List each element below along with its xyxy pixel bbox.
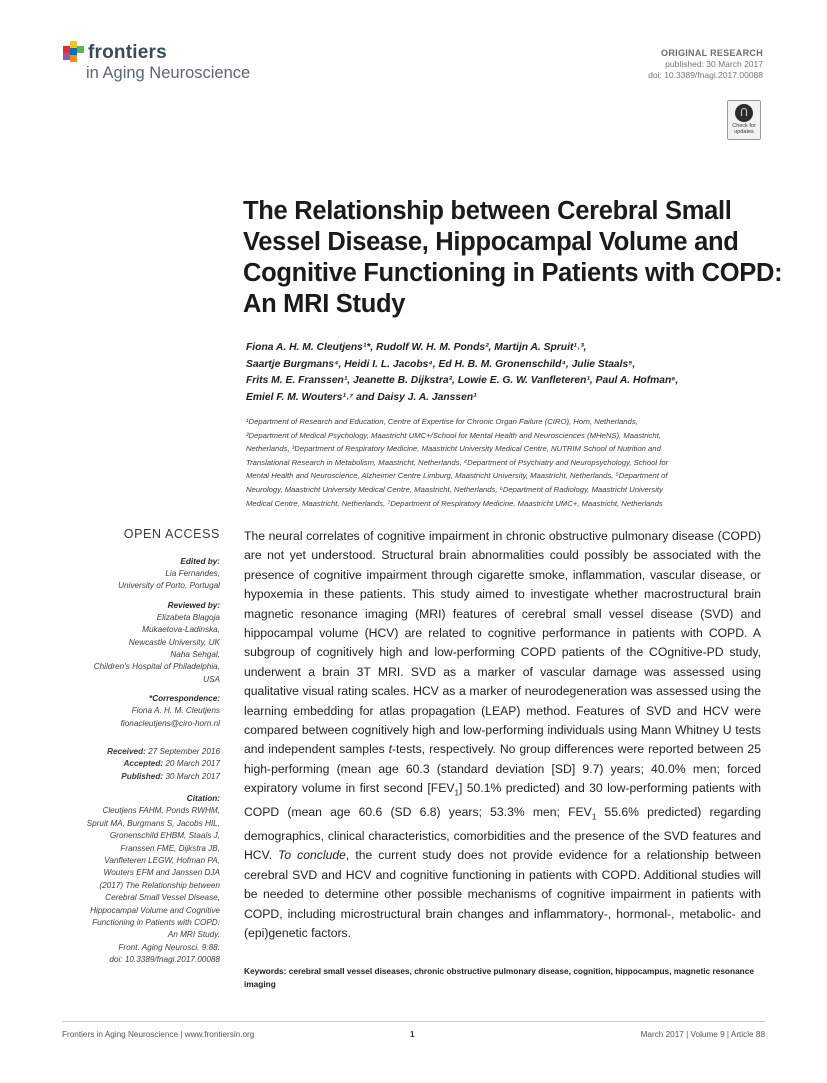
citation-line: Cleutjens FAHM, Ponds RWHM, (102, 806, 220, 816)
affiliation-line: ¹Department of Research and Education, Centre of Expertise for Chronic Organ Failure (CIRO), Horn, Netherlands, (246, 417, 638, 426)
edited-by-heading: Edited by: (180, 557, 220, 566)
reviewer-line: Children's Hospital of Philadelphia, (93, 662, 220, 672)
article-type: ORIGINAL RESEARCH (661, 48, 763, 58)
abstract: The neural correlates of cognitive impairment in chronic obstructive pulmonary disease (COPD) are not yet understood. Structural brain abnormalities could possibly be associated with the presence of cognitive impairment through cigarette smoke, inflammation, vascular disease, or hypoxemia in these patients. This study aimed to investigate whether macrostructural brain magnetic resonance imaging (MRI) features of cerebral small vessel disease (SVD) and hippocampal volume (HCV) are related to cognitive performance in patients with COPD. A subgroup of cognitively high and low-performing COPD patients of the COgnitive-PD study, underwent a brain 3T MRI. SVD as a marker of vascular damage was assessed using qualitative visual rating scales. HCV as a marker of neurodegeneration was assessed using the learning embedding for atlas propagation (LEAP) method. Features of SVD and HCV were compared between cognitively high and low-performing individuals using Mann Whitney U tests and independent samples t-tests, respectively. No group differences were reported between 25 high-performing (mean age 60.3 (standard deviation [SD] 9.7) years; 40.0% men; forced expiratory volume in first second $[FEV_1]$ 50.1% predicted) and 30 low-performing patients with COPD (mean age 60.6 (SD 6.8) years; 53.3% men; $FEV_1$ 55.6% predicted) regarding demographics, clinical characteristics, comorbidities and the presence of the SVD features and HCV. To conclude, the current study does not provide evidence for a relationship between cerebral SVD and HCV and cognitive functioning in patients with COPD. Additional studies will be needed to determine other possible mechanisms of cognitive impairment in patients with COPD, including microstructural brain changes and inflammatory-, hormonal-, metabolic- and (epi)genetic factors. (244, 529, 761, 940)
affiliation-line: Mental Health and Neuroscience, Alzheimer Centre Limburg, Maastricht University, Maastricht, Netherlands, ⁵Department of (246, 471, 668, 481)
citation-heading: Citation: (186, 794, 220, 804)
reviewer-line: Elizabeta Blagoja (156, 612, 220, 622)
citation-line: Vanfleteren LEGW, Hofman PA, (104, 855, 220, 865)
citation-line: Wouters EFM and Janssen DJA (103, 868, 220, 878)
affiliations (246, 415, 766, 510)
affiliation-line: ²Department of Medical Psychology, Maastricht UMC+/School for Mental Health and Neurosciences (MHeNS), Maastricht, (246, 430, 661, 440)
affiliation-line: Translational Research in Metabolism, Maastricht, Netherlands, ⁴Department of Psychiatry and Neuropsychology, School for (246, 457, 669, 467)
reviewer-line: Naha Sehgal, (170, 650, 220, 660)
check-updates-label-1: Check for (732, 123, 756, 129)
citation-line: An MRI Study. (167, 930, 220, 940)
citation-line: Gronenschild EHBM, Staals J, (109, 831, 220, 841)
author-line: Fiona A. H. M. Cleutjens¹*, Rudolf W. H. M. Ponds², Martijn A. Spruit¹˒³, (246, 342, 587, 353)
author-line: Emiel F. M. Wouters¹˒⁷ and Daisy J. A. Janssen¹ (246, 391, 477, 403)
article-title: The Relationship between Cerebral Small Vessel Disease, Hippocampal Volume and Cognitive Functioning in Patients with COPD: An MRI Study (243, 197, 783, 318)
accepted-date: Accepted: 20 March 2017 (123, 759, 220, 769)
bookmark-icon (735, 104, 753, 122)
citation-line: Hippocampal Volume and Cognitive (90, 905, 220, 915)
doi-link[interactable]: doi: 10.3389/fnagi.2017.00088 (648, 70, 763, 80)
check-for-updates-button[interactable] (727, 100, 761, 140)
affiliation-line: Netherlands, ³Department of Respiratory Medicine, Maastricht University Medical Centre, NUTRIM School of Nutrition and (246, 444, 661, 454)
published-date-sidebar: Published: 30 March 2017 (121, 771, 220, 781)
citation-line: Franssen FME, Dijkstra JB, (120, 843, 220, 853)
keywords: Keywords: cerebral small vessel diseases, chronic obstructive pulmonary disease, cognition, hippocampus, magnetic resonance imaging (244, 966, 754, 989)
reviewer-line: Newcastle University, UK (128, 637, 220, 647)
editor-line: Lia Fernandes, (165, 569, 220, 578)
author-list (246, 340, 786, 406)
citation-doi-link[interactable]: doi: 10.3389/fnagi.2017.00088 (109, 955, 220, 965)
reviewer-line: USA (203, 674, 220, 684)
affiliation-line: Medical Centre, Maastricht, Netherlands, ⁷Department of Respiratory Medicine, Maastricht UMC+, Maastricht, Netherlands (246, 498, 663, 508)
citation-line: Cerebral Small Vessel Disease, (105, 893, 220, 903)
open-access-label: OPEN ACCESS (123, 527, 220, 541)
page-number: 1 (410, 1030, 415, 1039)
footer-journal-link[interactable]: Frontiers in Aging Neuroscience | www.frontiersin.org (62, 1030, 255, 1039)
journal-logo (62, 40, 292, 86)
citation-line: (2017) The Relationship between (99, 880, 220, 890)
citation-line: Front. Aging Neurosci. 9:88. (118, 942, 220, 952)
citation-line: Functioning in Patients with COPD: (92, 917, 220, 927)
received-date: Received: 27 September 2016 (107, 747, 220, 757)
correspondence-name: Fiona A. H. M. Cleutjens (131, 706, 220, 716)
footer-divider (62, 1021, 765, 1022)
journal-name: in Aging Neuroscience (86, 64, 251, 82)
frontiers-logo-icon (62, 40, 86, 66)
check-updates-label-2: updates (734, 129, 754, 135)
reviewer-line: Mukaetova-Ladinska, (142, 625, 220, 635)
article-sidebar (60, 527, 220, 967)
footer-issue-info: March 2017 | Volume 9 | Article 88 (640, 1030, 765, 1039)
author-line: Saartje Burgmans⁴, Heidi I. L. Jacobs⁴, Ed H. B. M. Gronenschild⁴, Julie Staals⁵, (246, 358, 636, 370)
correspondence-heading: *Correspondence: (149, 694, 220, 704)
reviewed-by-heading: Reviewed by: (167, 600, 220, 610)
affiliation-line: Neurology, Maastricht University Medical Centre, Maastricht, Netherlands, ⁶Department of Radiology, Maastricht University (246, 484, 663, 494)
article-meta (648, 48, 763, 81)
brand-name: frontiers (88, 42, 167, 63)
published-date: published: 30 March 2017 (665, 59, 763, 69)
citation-line: Spruit MA, Burgmans S, Jacobs HIL, (86, 818, 220, 828)
correspondence-email-link[interactable]: fionacleutjens@ciro-horn.nl (120, 718, 220, 728)
editor-line: University of Porto, Portugal (118, 581, 220, 591)
author-line: Frits M. E. Franssen¹, Jeanette B. Dijkstra², Lowie E. G. W. Vanfleteren¹, Paul A. Hofman⁶, (246, 375, 679, 386)
